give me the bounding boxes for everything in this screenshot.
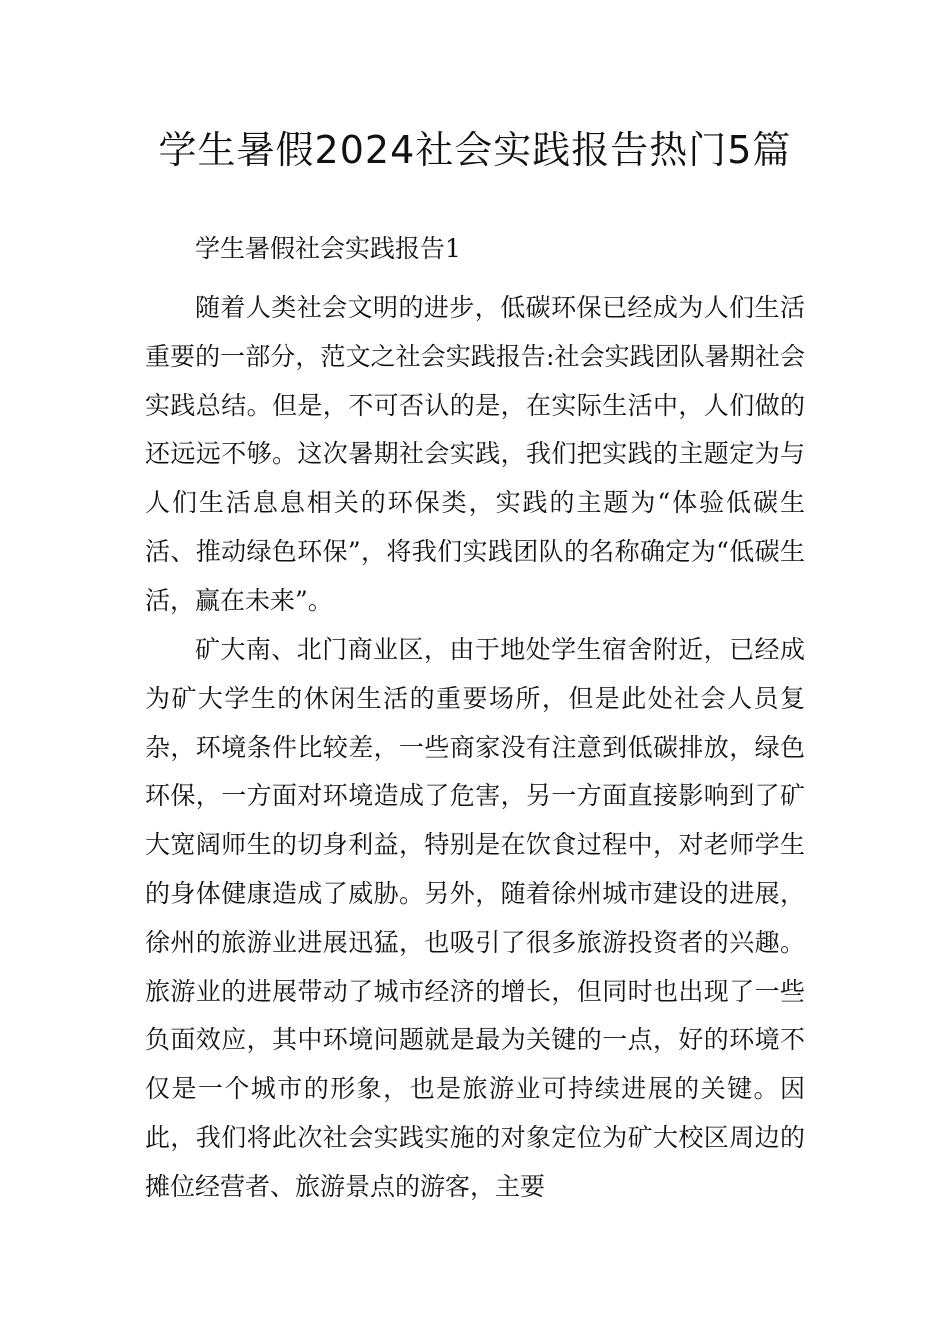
section-heading: 学生暑假社会实践报告1 — [195, 234, 461, 263]
body-paragraph-2: 矿大南、北门商业区，由于地处学生宿舍附近，已经成为矿大学生的休闲生活的重要场所，但是此处社会人员复杂，环境条件比较差，一些商家没有注意到低碳排放，绿色环保，一方面对环境造成了危害，另一方面直接影响到了矿大宽阔师生的切身利益，特别是在饮食过程中，对老师学生的身体健康造成了威胁。另外，随着徐州城市建设的进展，徐州的旅游业进展迅猛，也吸引了很多旅游投资者的兴趣。旅游业的进展带动了城市经济的增长，但同时也出现了一些负面效应，其中环境问题就是最为关键的一点，好的环境不仅是一个城市的形象，也是旅游业可持续进展的关键。因此，我们将此次社会实践实施的对象定位为矿大校区周边的摊位经营者、旅游景点的游客，主要 — [145, 635, 805, 1201]
body-paragraph-1: 随着人类社会文明的进步，低碳环保已经成为人们生活重要的一部分，范文之社会实践报告:社会实践团队暑期社会实践总结。但是，不可否认的是，在实际生活中，人们做的还远远不够。这次暑期社会实践，我们把实践的主题定为与人们生活息息相关的环保类，实践的主题为“体验低碳生活、推动绿色环保”，将我们实践团队的名称确定为“低碳生活，赢在未来”。 — [145, 293, 805, 615]
document-title: 学生暑假2024社会实践报告热门5篇 — [158, 128, 792, 172]
